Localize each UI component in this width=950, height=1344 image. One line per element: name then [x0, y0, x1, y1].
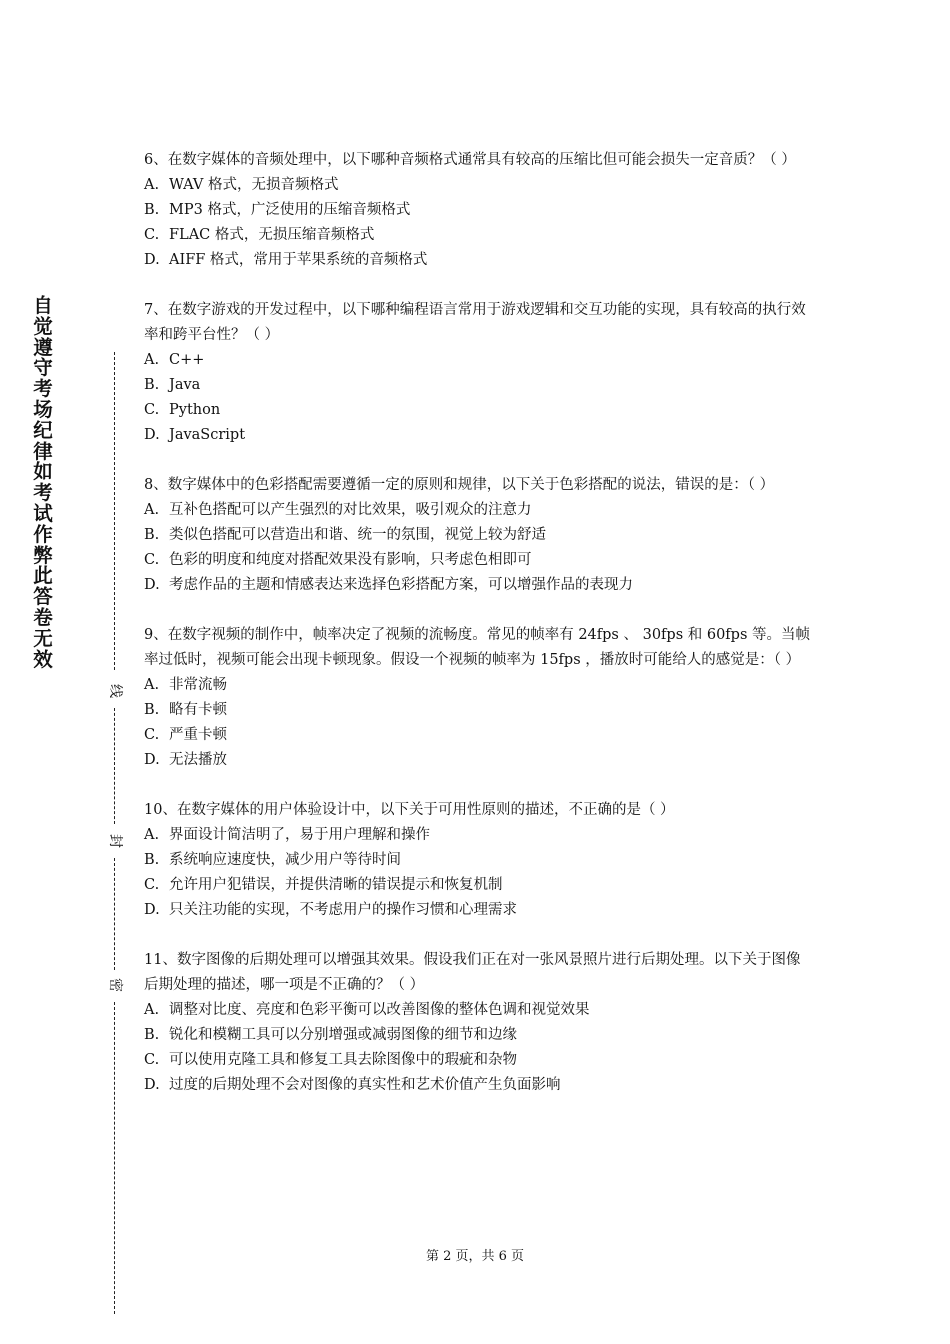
option-text: 过度的后期处理不会对图像的真实性和艺术价值产生负面影响: [169, 1077, 561, 1093]
question-stem: 10、在数字媒体的用户体验设计中，以下关于可用性原则的描述，不正确的是（ ）: [144, 802, 675, 818]
option-text: WAV 格式，无损音频格式: [169, 177, 339, 193]
option-text: FLAC 格式，无损压缩音频格式: [169, 227, 375, 243]
question-stem: 11、数字图像的后期处理可以增强其效果。假设我们正在对一张风景照片进行后期处理。以下关于图像后期处理的描述，哪一项是不正确的？（ ）: [144, 952, 801, 993]
option-letter: D.: [144, 252, 160, 268]
answer-option: [144, 873, 810, 898]
answer-option: [144, 1048, 810, 1073]
question-list: [144, 148, 810, 1123]
option-text: JavaScript: [169, 427, 246, 443]
option-text: 类似色搭配可以营造出和谐、统一的氛围，视觉上较为舒适: [169, 527, 546, 543]
option-letter: B.: [144, 852, 160, 868]
answer-option: [144, 523, 810, 548]
option-letter: B.: [144, 202, 160, 218]
option-letter: C.: [144, 402, 160, 418]
option-letter: A.: [144, 352, 160, 368]
answer-option: [144, 398, 810, 423]
option-letter: B.: [144, 377, 160, 393]
option-letter: A.: [144, 677, 160, 693]
option-letter: B.: [144, 1027, 160, 1043]
answer-option: [144, 673, 810, 698]
question-stem: 7、在数字游戏的开发过程中，以下哪种编程语言常用于游戏逻辑和交互功能的实现，具有较高的执行效率和跨平台性？（ ）: [144, 302, 806, 343]
option-letter: D.: [144, 1077, 160, 1093]
answer-option: [144, 223, 810, 248]
option-letter: C.: [144, 727, 160, 743]
seal-char-secret: 密: [104, 974, 126, 996]
answer-option: [144, 823, 810, 848]
option-letter: B.: [144, 702, 160, 718]
question-item: [144, 623, 810, 773]
option-letter: C.: [144, 877, 160, 893]
option-text: 调整对比度、亮度和色彩平衡可以改善图像的整体色调和视觉效果: [169, 1002, 590, 1018]
option-letter: C.: [144, 552, 160, 568]
seal-char-seal: 封: [104, 830, 126, 852]
option-text: C++: [169, 352, 205, 368]
option-text: 可以使用克隆工具和修复工具去除图像中的瑕疵和杂物: [169, 1052, 517, 1068]
option-letter: A.: [144, 177, 160, 193]
option-text: 系统响应速度快，减少用户等待时间: [169, 852, 401, 868]
question-item: [144, 473, 810, 598]
answer-option: [144, 698, 810, 723]
option-letter: D.: [144, 752, 160, 768]
option-letter: C.: [144, 227, 160, 243]
answer-option: [144, 1073, 810, 1098]
option-text: 略有卡顿: [169, 702, 227, 718]
seal-char-line: 线: [104, 680, 126, 702]
answer-option: [144, 348, 810, 373]
answer-option: [144, 1023, 810, 1048]
option-text: 严重卡顿: [169, 727, 227, 743]
option-text: Python: [169, 402, 221, 418]
option-letter: A.: [144, 502, 160, 518]
option-letter: B.: [144, 527, 160, 543]
question-item: [144, 798, 810, 923]
page-number: 第 2 页，共 6 页: [425, 1249, 525, 1264]
option-letter: C.: [144, 1052, 160, 1068]
seal-line-dashed: [114, 858, 115, 970]
answer-option: [144, 198, 810, 223]
answer-option: [144, 898, 810, 923]
question-item: [144, 148, 810, 273]
answer-option: [144, 373, 810, 398]
answer-option: [144, 423, 810, 448]
answer-option: [144, 723, 810, 748]
option-text: 无法播放: [169, 752, 227, 768]
option-text: Java: [169, 377, 201, 393]
option-text: 非常流畅: [169, 677, 227, 693]
question-stem: 6、在数字媒体的音频处理中，以下哪种音频格式通常具有较高的压缩比但可能会损失一定音质？（ ）: [144, 152, 796, 168]
option-letter: D.: [144, 902, 160, 918]
option-letter: A.: [144, 1002, 160, 1018]
answer-option: [144, 173, 810, 198]
option-text: 锐化和模糊工具可以分别增强或减弱图像的细节和边缘: [169, 1027, 517, 1043]
question-stem: 8、数字媒体中的色彩搭配需要遵循一定的原则和规律，以下关于色彩搭配的说法，错误的是：（ ）: [144, 477, 775, 493]
question-stem: 9、在数字视频的制作中，帧率决定了视频的流畅度。常见的帧率有 24fps 、 30fps 和 60fps 等。当帧率过低时，视频可能会出现卡顿现象。假设一个视频的帧率为 15fps ，播放时可能给人的感觉是：（ ）: [144, 627, 810, 668]
question-item: [144, 948, 810, 1098]
exam-rules-notice: 自觉遵守考场纪律如考试作弊此答卷无效: [33, 294, 53, 671]
seal-line-dashed: [114, 1002, 115, 1314]
answer-option: [144, 248, 810, 273]
answer-option: [144, 548, 810, 573]
option-text: 只关注功能的实现，不考虑用户的操作习惯和心理需求: [169, 902, 517, 918]
answer-option: [144, 998, 810, 1023]
seal-line-dashed: [114, 352, 115, 670]
answer-option: [144, 498, 810, 523]
option-text: 考虑作品的主题和情感表达来选择色彩搭配方案，可以增强作品的表现力: [169, 577, 633, 593]
option-text: MP3 格式，广泛使用的压缩音频格式: [169, 202, 411, 218]
seal-line-dashed: [114, 708, 115, 824]
question-item: [144, 298, 810, 448]
option-letter: A.: [144, 827, 160, 843]
answer-option: [144, 848, 810, 873]
option-text: 色彩的明度和纯度对搭配效果没有影响，只考虑色相即可: [169, 552, 532, 568]
option-letter: D.: [144, 427, 160, 443]
option-text: 互补色搭配可以产生强烈的对比效果，吸引观众的注意力: [169, 502, 532, 518]
option-text: 界面设计简洁明了，易于用户理解和操作: [169, 827, 430, 843]
answer-option: [144, 573, 810, 598]
option-text: AIFF 格式，常用于苹果系统的音频格式: [169, 252, 428, 268]
answer-option: [144, 748, 810, 773]
option-letter: D.: [144, 577, 160, 593]
option-text: 允许用户犯错误，并提供清晰的错误提示和恢复机制: [169, 877, 503, 893]
